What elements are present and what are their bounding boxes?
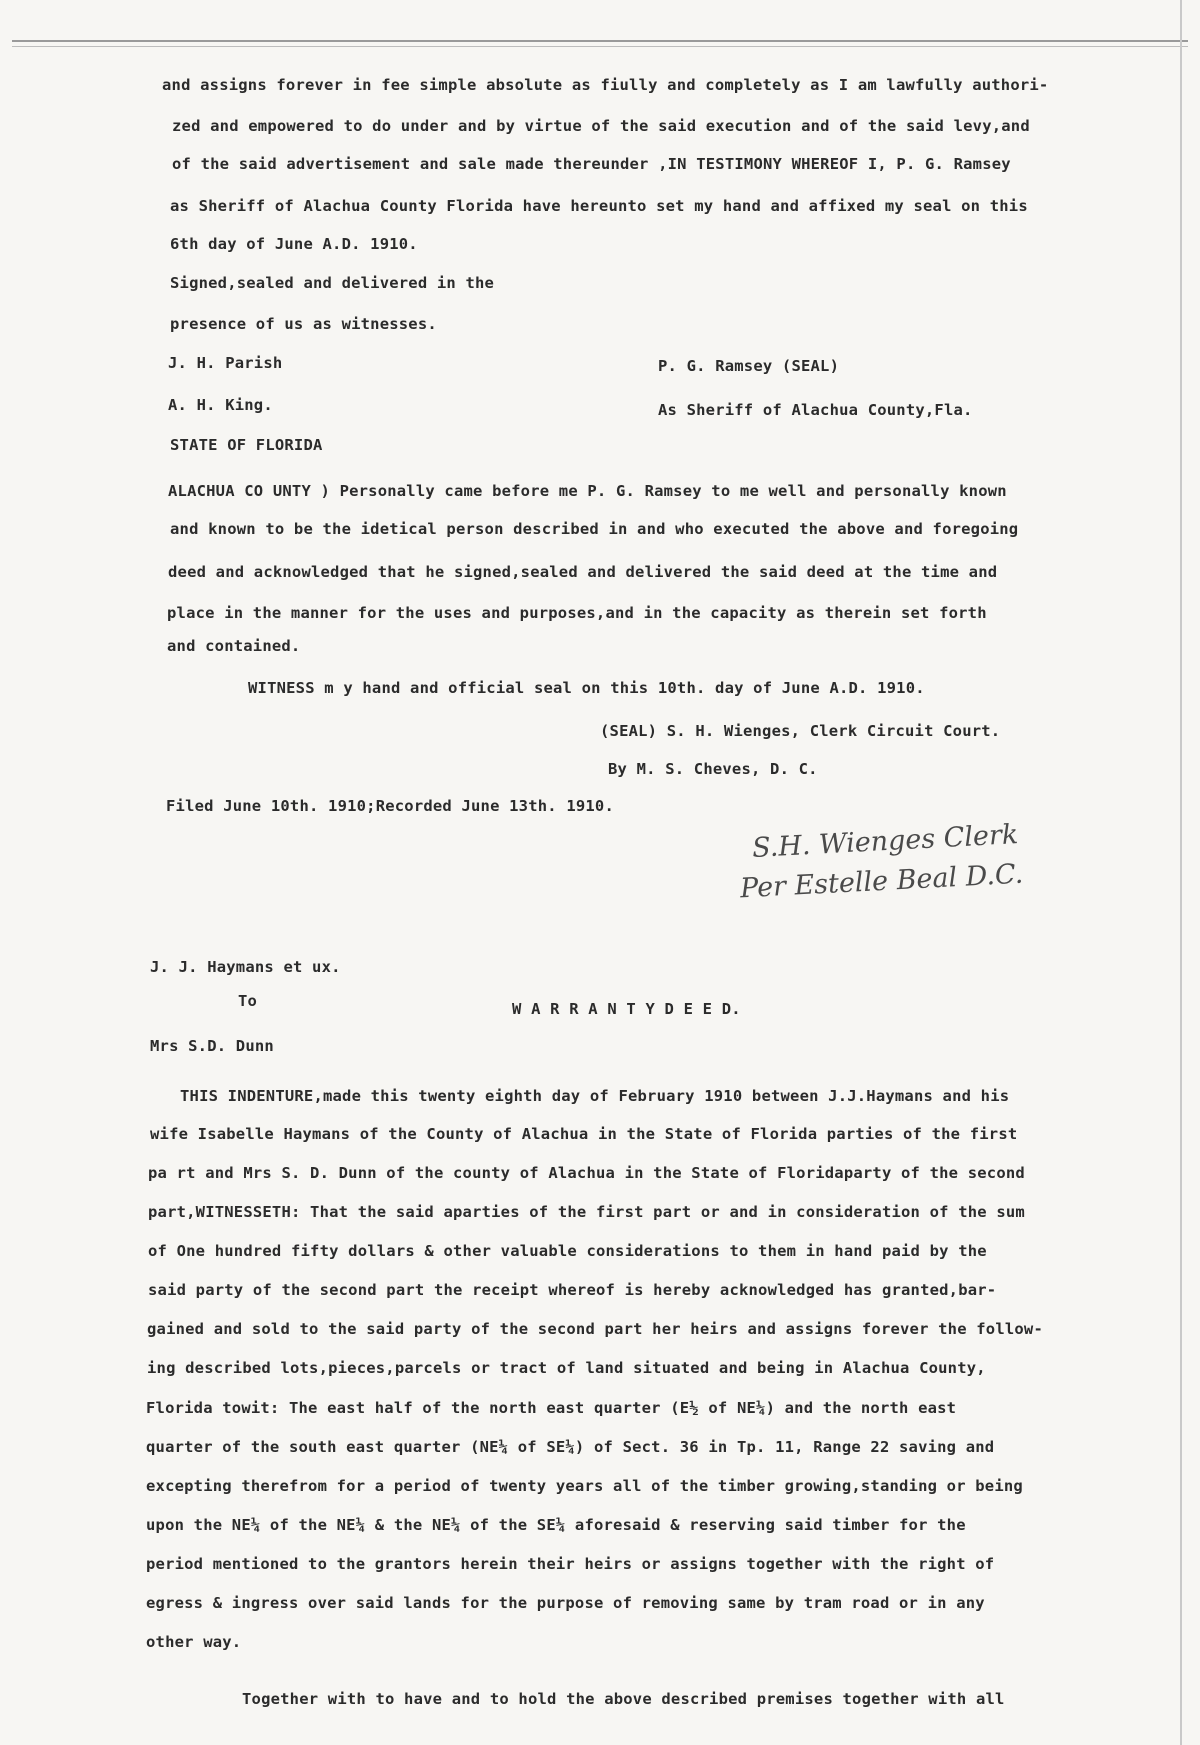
document-title: W A R R A N T Y D E E D. [512, 1000, 741, 1018]
deed-body-line: of One hundred fifty dollars & other valuable considerations to them in hand paid by the [148, 1242, 987, 1260]
acknowledgment-line: and known to be the idetical person described in and who executed the above and foregoing [170, 520, 1019, 538]
deed-body-line: Florida towit: The east half of the north east quarter (E½ of NE¼) and the north east [146, 1399, 957, 1417]
text-line: Signed,sealed and delivered in the [170, 274, 495, 292]
grantor-title: As Sheriff of Alachua County,Fla. [658, 401, 973, 419]
deed-body-line: other way. [146, 1633, 242, 1651]
page-top-rule-inner [12, 46, 1188, 47]
deed-body-line: egress & ingress over said lands for the purpose of removing same by tram road or in any [146, 1594, 985, 1612]
deed-body-line: ing described lots,pieces,parcels or tract of land situated and being in Alachua County, [147, 1359, 986, 1377]
text-line: 6th day of June A.D. 1910. [170, 235, 418, 253]
deed-body-line: upon the NE¼ of the NE¼ & the NE¼ of the SE¼ aforesaid & reserving said timber for the [146, 1516, 966, 1534]
text-line: as Sheriff of Alachua County Florida have hereunto set my hand and affixed my seal on this [170, 197, 1028, 215]
witness-name: A. H. King. [168, 396, 273, 414]
text-line: presence of us as witnesses. [170, 315, 437, 333]
deed-body-line: gained and sold to the said party of the second part her heirs and assigns forever the follow- [147, 1320, 1043, 1338]
deed-body-line: THIS INDENTURE,made this twenty eighth day of February 1910 between J.J.Haymans and his [180, 1087, 1010, 1105]
handwritten-clerk-signature: S.H. Wienges Clerk [751, 819, 1019, 864]
text-line: and assigns forever in fee simple absolute as fiully and completely as I am lawfully authori- [162, 76, 1049, 94]
acknowledgment-line: place in the manner for the uses and purposes,and in the capacity as therein set forth [167, 604, 987, 622]
acknowledgment-line: ALACHUA CO UNTY ) Personally came before me P. G. Ramsey to me well and personally known [168, 482, 1007, 500]
deed-body-line: part,WITNESSETH: That the said aparties of the first part or and in consideration of the sum [148, 1203, 1025, 1221]
filing-record: Filed June 10th. 1910;Recorded June 13th. 1910. [166, 797, 614, 815]
acknowledgment-line: and contained. [167, 637, 301, 655]
page-top-rule [12, 40, 1188, 42]
text-line: of the said advertisement and sale made thereunder ,IN TESTIMONY WHEREOF I, P. G. Ramsey [172, 155, 1011, 173]
state-heading: STATE OF FLORIDA [170, 436, 323, 454]
witness-name: J. H. Parish [168, 354, 283, 372]
deputy-clerk: By M. S. Cheves, D. C. [608, 760, 818, 778]
deed-body-line: quarter of the south east quarter (NE¼ of SE¼) of Sect. 36 in Tp. 11, Range 22 saving and [146, 1438, 995, 1456]
grantee-party: Mrs S.D. Dunn [150, 1037, 274, 1055]
clerk-signature: (SEAL) S. H. Wienges, Clerk Circuit Court. [600, 722, 1001, 740]
acknowledgment-line: deed and acknowledged that he signed,sealed and delivered the said deed at the time and [168, 563, 998, 581]
text-line: zed and empowered to do under and by virtue of the said execution and of the said levy,and [172, 117, 1030, 135]
habendum-line: Together with to have and to hold the above described premises together with all [242, 1690, 1005, 1708]
page-right-edge [1180, 0, 1182, 1745]
witness-clause: WITNESS m y hand and official seal on this 10th. day of June A.D. 1910. [248, 679, 925, 697]
handwritten-deputy-signature: Per Estelle Beal D.C. [739, 858, 1024, 905]
grantor-party: J. J. Haymans et ux. [150, 958, 341, 976]
deed-body-line: wife Isabelle Haymans of the County of Alachua in the State of Florida parties of the first [150, 1125, 1018, 1143]
deed-body-line: pa rt and Mrs S. D. Dunn of the county of Alachua in the State of Floridaparty of the second [148, 1164, 1025, 1182]
grantor-signature: P. G. Ramsey (SEAL) [658, 357, 840, 375]
deed-body-line: period mentioned to the grantors herein their heirs or assigns together with the right of [146, 1555, 995, 1573]
to-label: To [238, 992, 258, 1010]
deed-body-line: said party of the second part the receipt whereof is hereby acknowledged has granted,bar- [148, 1281, 997, 1299]
deed-body-line: excepting therefrom for a period of twenty years all of the timber growing,standing or being [146, 1477, 1023, 1495]
